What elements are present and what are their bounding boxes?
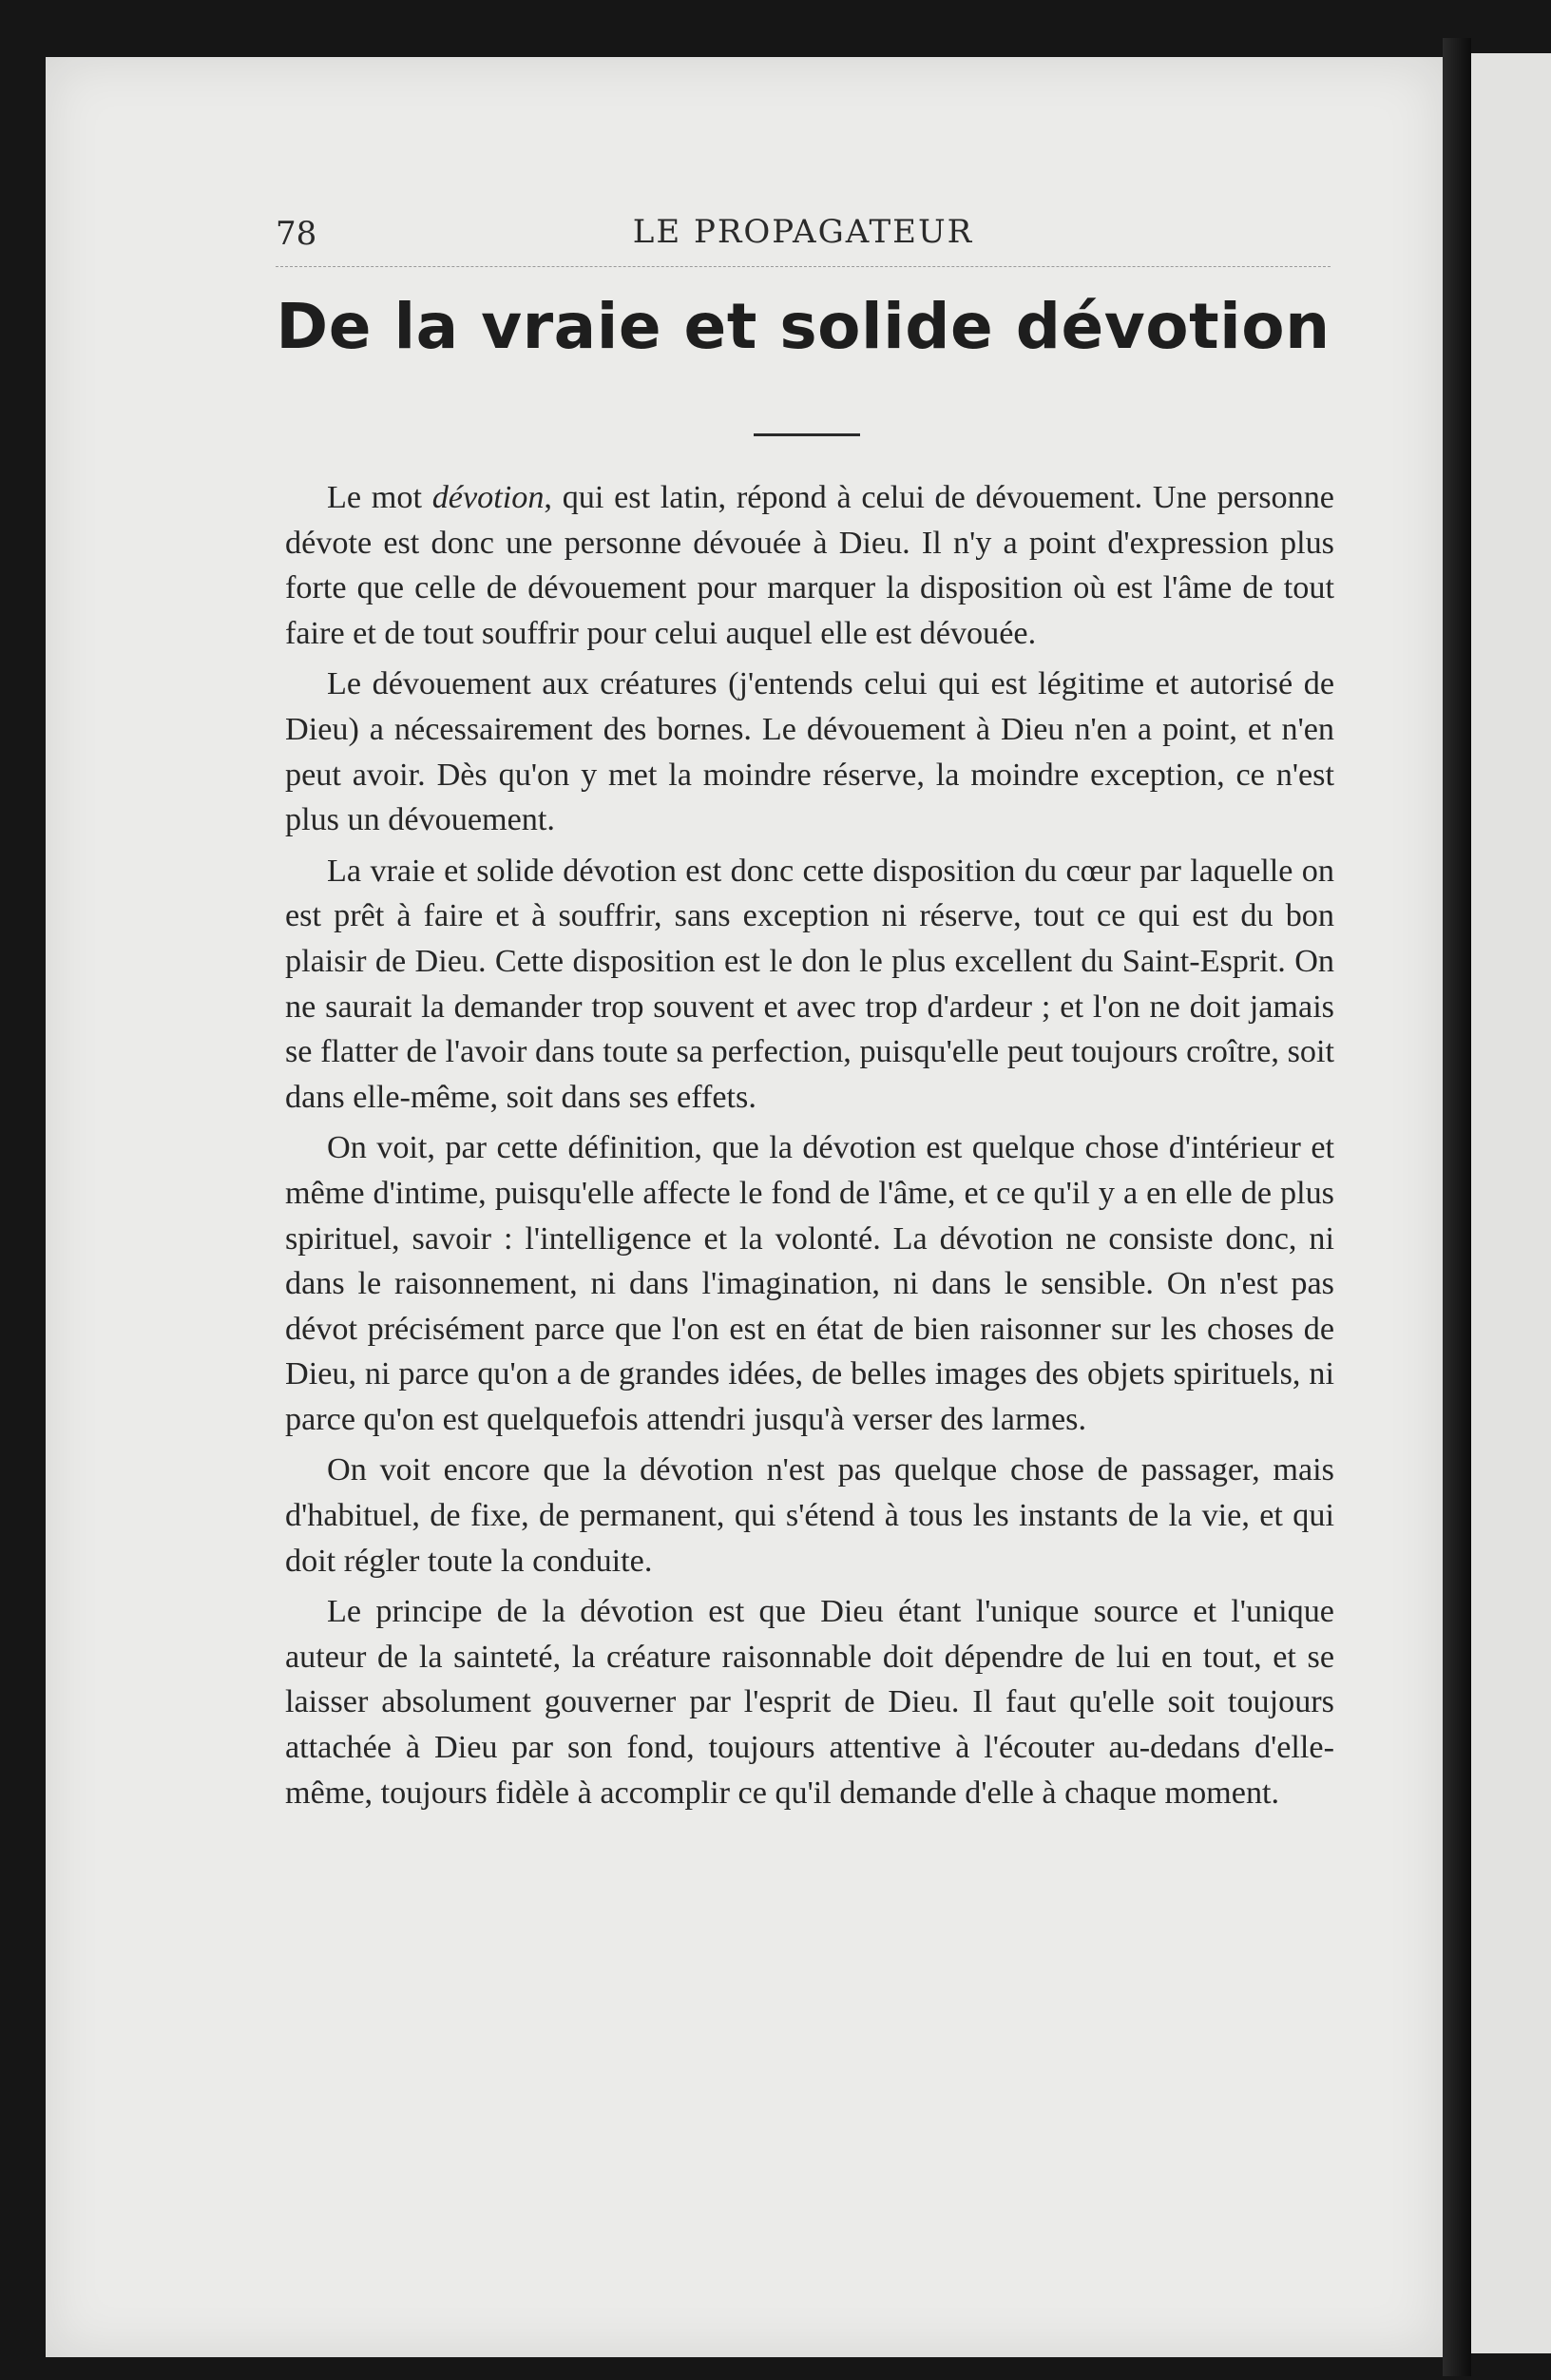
article-title: De la vraie et solide dévotion (276, 290, 1331, 363)
article-body (285, 475, 1334, 1821)
page-number: 78 (276, 215, 317, 253)
paragraph: La vraie et solide dévotion est donc cette disposition du cœur par laquelle on est prêt à faire et à souffrir, sans exception ni réserve, tout ce qui est du bon plaisir de Dieu. Cette disposition est le don le plus excellent du Saint-Esprit. On ne saurait la demander trop souvent et avec trop d'ardeur ; et l'on ne doit jamais se flatter de l'avoir dans toute sa perfection, puisqu'elle peut toujours croître, soit dans elle-même, soit dans ses effets. (285, 853, 1334, 1115)
paragraph: Le principe de la dévotion est que Dieu étant l'unique source et l'unique auteur de la sainteté, la créature raisonnable doit dépendre de lui en tout, et se laisser absolument gouverner par l'esprit de Dieu. Il faut qu'elle soit toujours attachée à Dieu par son fond, toujours attentive à l'écouter au-dedans d'elle-même, toujours fidèle à accomplir ce qu'il demande d'elle à chaque moment. (285, 1594, 1334, 1811)
facing-page-edge (1471, 53, 1551, 2353)
header-divider (276, 266, 1331, 267)
emphasized-term: dévotion (431, 480, 545, 515)
title-divider (754, 433, 860, 436)
paragraph (285, 475, 1334, 656)
running-header (276, 202, 1331, 255)
running-title: LE PROPAGATEUR (632, 213, 974, 251)
paragraph: Le dévouement aux créatures (j'entends celui qui est légitime et autorisé de Dieu) a nécessairement des bornes. Le dévouement à Dieu n'en a point, et n'en peut avoir. Dès qu'on y met la moindre réserve, la moindre exception, ce n'est plus un dévouement. (285, 666, 1334, 838)
paragraph-text: , qui est latin, répond à celui de dévouement. Une personne dévote est donc une personne dévouée à Dieu. Il n'y a point d'expression plus forte que celle de dévouement pour marquer la disposition où est l'âme de tout faire et de tout souffrir pour celui auquel elle est dévouée. (285, 480, 1334, 651)
paragraph-lead: Le mot (327, 480, 432, 515)
paragraph: On voit, par cette définition, que la dévotion est quelque chose d'intérieur et même d'intime, puisqu'elle affecte le fond de l'âme, et ce qu'il y a en elle de plus spirituel, savoir : l'intelligence et la volonté. La dévotion ne consiste donc, ni dans le raisonnement, ni dans l'imagination, ni dans le sensible. On n'est pas dévot précisément parce que l'on est en état de bien raisonner sur les choses de Dieu, ni parce qu'on a de grandes idées, de belles images des objets spirituels, ni parce qu'on est quelquefois attendri jusqu'à verser des larmes. (285, 1130, 1334, 1437)
paragraph: On voit encore que la dévotion n'est pas quelque chose de passager, mais d'habituel, de fixe, de permanent, qui s'étend à tous les instants de la vie, et qui doit régler toute la conduite. (285, 1452, 1334, 1579)
book-spine (1443, 38, 1471, 2376)
